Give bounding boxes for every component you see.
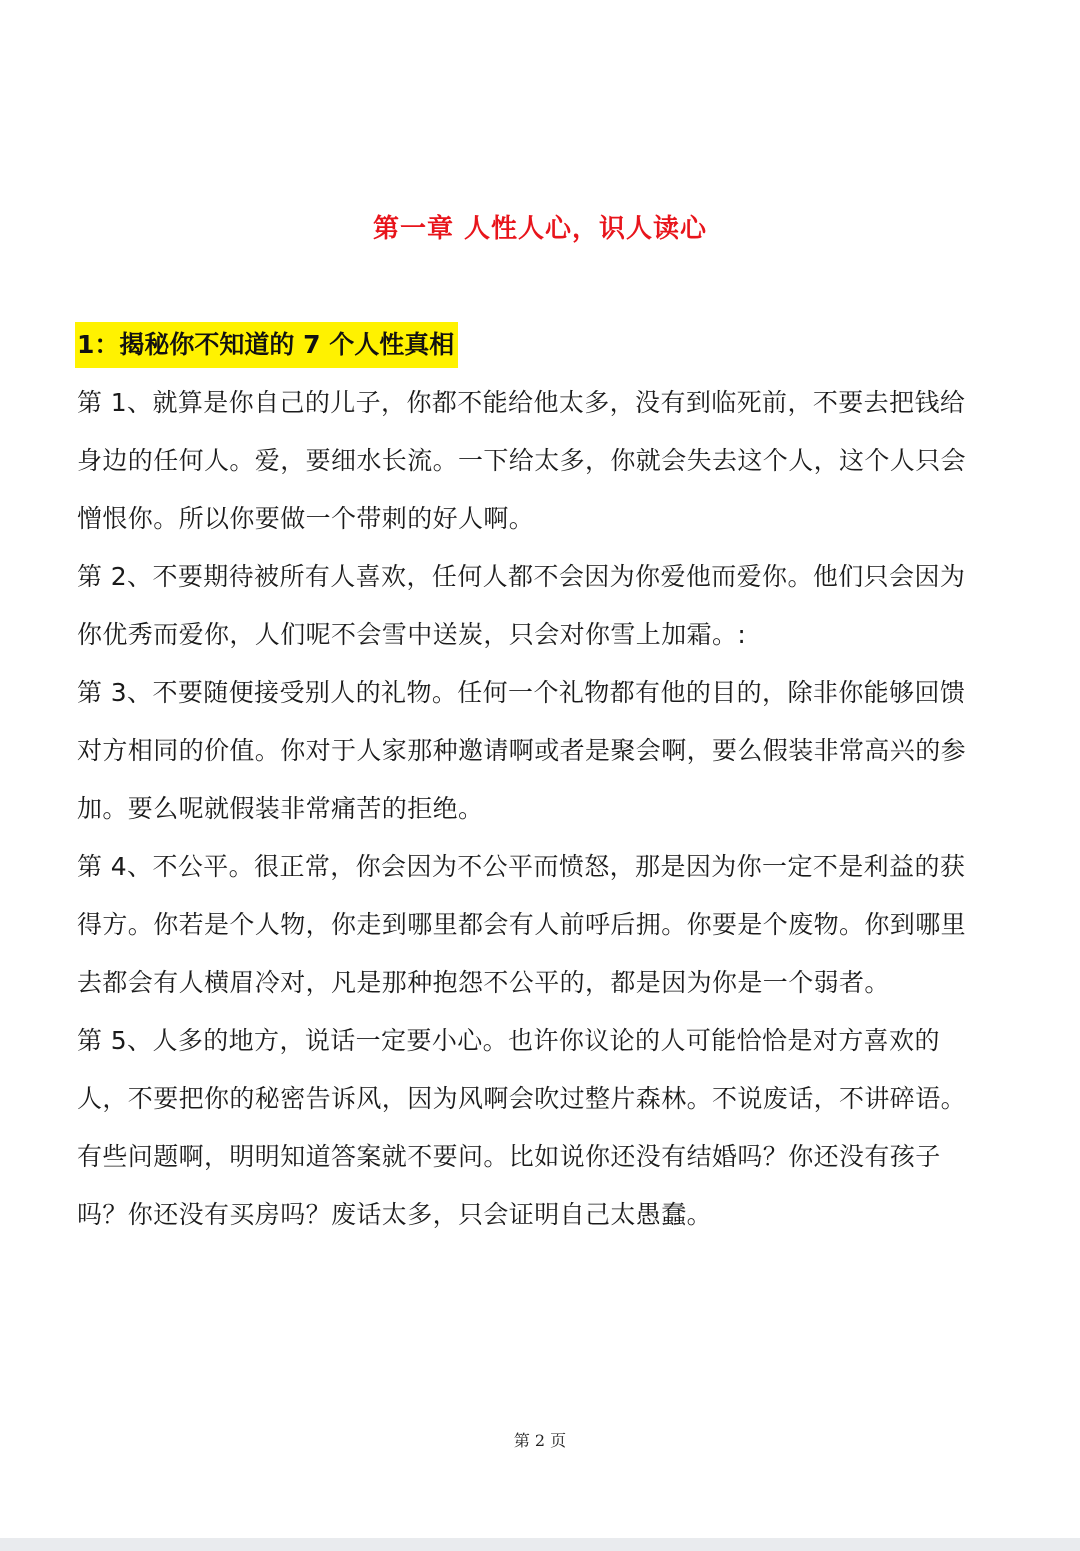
paragraph-1: 第 1、就算是你自己的儿子，你都不能给他太多，没有到临死前，不要去把钱给身边的任何人。爱，要细水长流。一下给太多，你就会失去这个人，这个人只会憎恨你。所以你要做一个带刺的好人啊。 (77, 388, 967, 533)
section-heading: 1：揭秘你不知道的 7 个人性真相 (75, 322, 458, 368)
chapter-title: 第一章 人性人心，识人读心 (372, 214, 708, 244)
paragraph-2: 第 2、不要期待被所有人喜欢，任何人都不会因为你爱他而爱你。他们只会因为你优秀而爱你，人们呢不会雪中送炭，只会对你雪上加霜。: (77, 562, 966, 649)
paragraph-4: 第 4、不公平。很正常，你会因为不公平而愤怒，那是因为你一定不是利益的获得方。你若是个人物，你走到哪里都会有人前呼后拥。你要是个废物。你到哪里去都会有人横眉冷对，凡是那种抱怨不公平的，都是因为你是一个弱者。 (77, 852, 967, 997)
paragraph-3: 第 3、不要随便接受别人的礼物。任何一个礼物都有他的目的，除非你能够回馈对方相同的价值。你对于人家那种邀请啊或者是聚会啊，要么假装非常高兴的参加。要么呢就假装非常痛苦的拒绝。 (77, 678, 967, 823)
bottom-divider (0, 1538, 1080, 1551)
page-number: 第 2 页 (513, 1431, 567, 1450)
paragraph-5: 第 5、人多的地方，说话一定要小心。也许你议论的人可能恰恰是对方喜欢的人，不要把你的秘密告诉风，因为风啊会吹过整片森林。不说废话，不讲碎语。有些问题啊，明明知道答案就不要问。比如说你还没有结婚吗？你还没有孩子吗？你还没有买房吗？废话太多，只会证明自己太愚蠢。 (77, 1026, 967, 1229)
body-text (77, 374, 987, 1244)
